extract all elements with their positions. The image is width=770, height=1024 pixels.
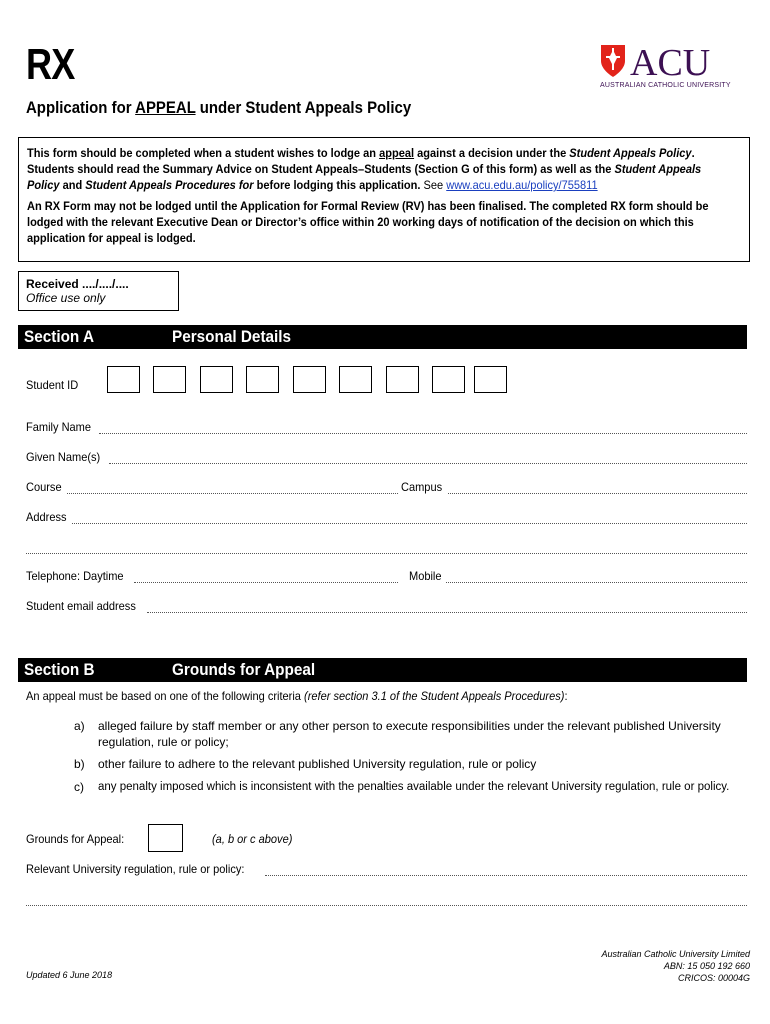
grounds-hint: (a, b or c above): [212, 832, 293, 846]
student-id-digit-3[interactable]: [200, 366, 233, 393]
footer-updated: Updated 6 June 2018: [26, 970, 113, 980]
grounds-label: Grounds for Appeal:: [26, 832, 125, 846]
given-names-field[interactable]: [26, 450, 747, 464]
section-b-label: Section B: [24, 660, 95, 679]
family-name-label: Family Name: [26, 420, 92, 434]
instructions-paragraph-2: An RX Form may not be lodged until the Application for Formal Review (RV) has been finalised. The completed RX form should be lodged with the relevant Executive Dean or Director’s office within 20 working days of notification of the decision on which this application for appeal is lodged.: [27, 199, 709, 245]
family-name-field[interactable]: [26, 420, 747, 434]
student-id-label: Student ID: [26, 378, 79, 392]
student-id-digit-7[interactable]: [386, 366, 419, 393]
course-field[interactable]: [26, 480, 398, 494]
acu-logo: [600, 44, 745, 94]
section-a-title: Personal Details: [172, 327, 292, 346]
page-title: Application for APPEAL under Student Appeals Policy: [26, 98, 412, 117]
section-b-header: [18, 658, 747, 682]
student-id-digit-2[interactable]: [153, 366, 186, 393]
criteria-intro: An appeal must be based on one of the following criteria (refer section 3.1 of the Student Appeals Procedures):: [26, 689, 568, 703]
student-id-digit-5[interactable]: [293, 366, 326, 393]
relevant-policy-line-2-field[interactable]: [26, 892, 747, 906]
mobile-field[interactable]: [409, 569, 747, 583]
email-field[interactable]: [26, 599, 747, 613]
relevant-policy-label: Relevant University regulation, rule or policy:: [26, 862, 245, 876]
relevant-policy-field[interactable]: [26, 862, 747, 876]
shield-icon: [600, 44, 626, 78]
policy-link[interactable]: www.acu.edu.au/policy/755811: [446, 178, 598, 192]
telephone-field[interactable]: [26, 569, 398, 583]
address-label: Address: [26, 510, 67, 524]
student-id-digit-8[interactable]: [432, 366, 465, 393]
instructions-paragraph-1: This form should be completed when a student wishes to lodge an appeal against a decision under the Student Appeals Policy. Students should read the Summary Advice on Student Appeals–Students (Section G of this form) as well as the Student Appeals Policy and Student Appeals Procedures for before lodging this application. See www.acu.edu.au/policy/755811: [27, 146, 702, 192]
course-label: Course: [26, 480, 62, 494]
section-a-header: [18, 325, 747, 349]
section-b-title: Grounds for Appeal: [172, 660, 316, 679]
section-a-label: Section A: [24, 327, 95, 346]
address-field[interactable]: [26, 510, 747, 524]
student-id-digit-6[interactable]: [339, 366, 372, 393]
office-use-note: Office use only: [26, 291, 106, 305]
logo-wordmark: ACU: [630, 42, 711, 84]
instructions-box: [18, 137, 750, 262]
student-id-digit-9[interactable]: [474, 366, 507, 393]
form-code: RX: [26, 40, 75, 89]
office-use-box: [18, 271, 179, 311]
address-line-2-field[interactable]: [26, 540, 747, 554]
student-id-digit-1[interactable]: [107, 366, 140, 393]
footer-org-info: Australian Catholic University Limited ABN: 15 050 192 660 CRICOS: 00004G: [601, 949, 750, 983]
campus-label: Campus: [401, 480, 443, 494]
telephone-label: Telephone: Daytime: [26, 569, 124, 583]
logo-subtitle: AUSTRALIAN CATHOLIC UNIVERSITY: [600, 82, 731, 89]
student-id-digit-4[interactable]: [246, 366, 279, 393]
mobile-label: Mobile: [409, 569, 442, 583]
grounds-input[interactable]: [148, 824, 183, 852]
received-date: Received ..../..../....: [26, 277, 129, 291]
campus-field[interactable]: [401, 480, 747, 494]
given-names-label: Given Name(s): [26, 450, 101, 464]
email-label: Student email address: [26, 599, 136, 613]
